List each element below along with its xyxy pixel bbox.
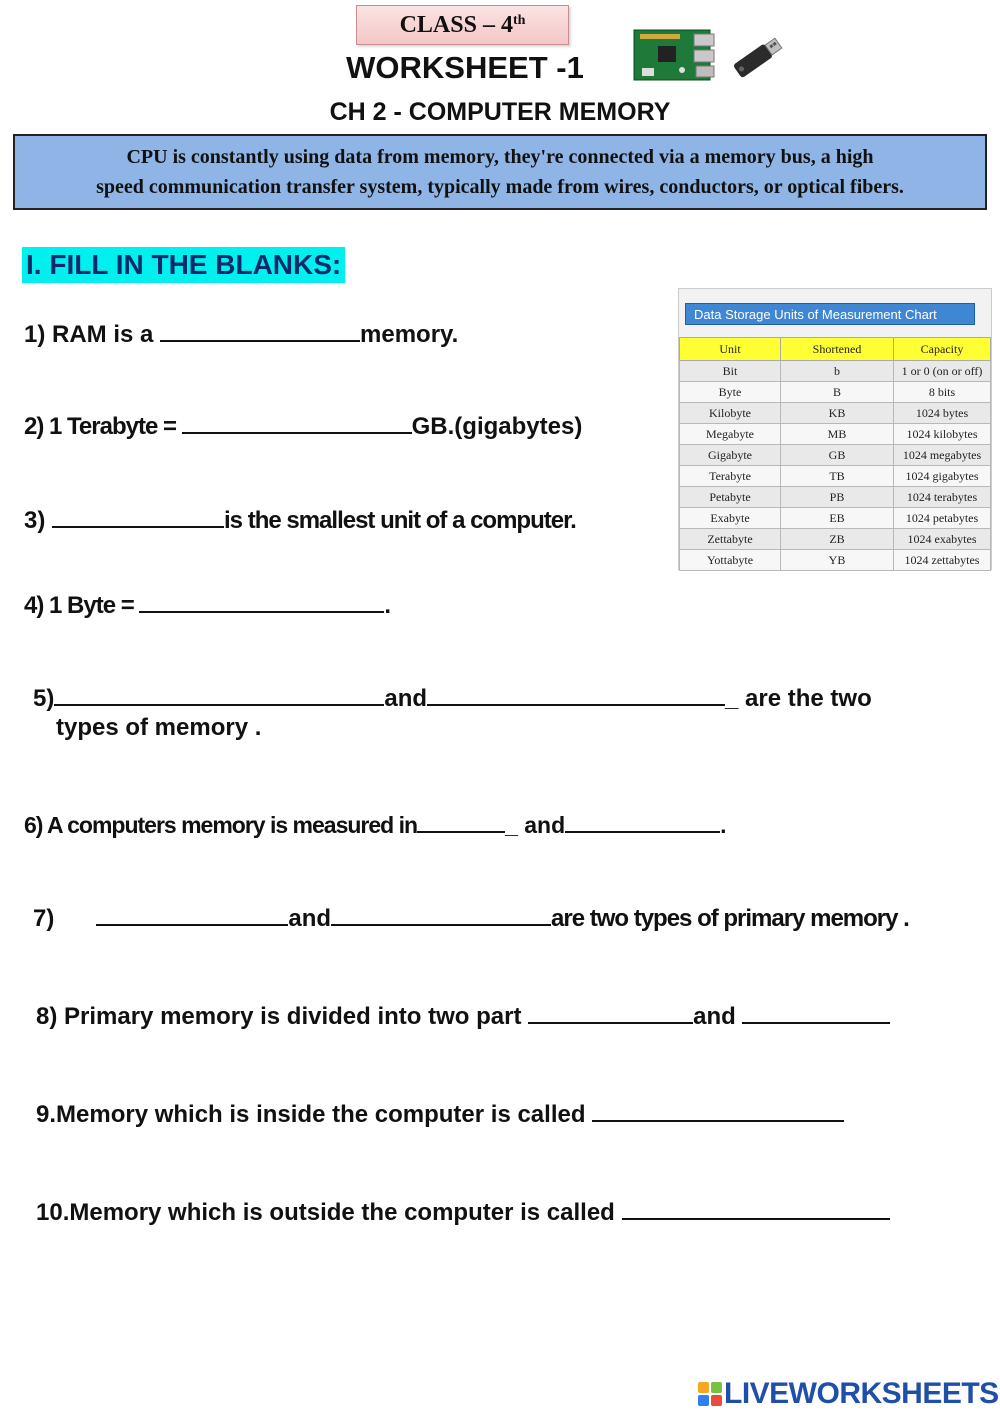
answer-blank[interactable] [592,1098,844,1122]
question-5-number: 5) [33,685,55,712]
table-cell: 1024 zettabytes [894,550,991,571]
table-row [680,466,991,487]
intro-line-2: speed communication transfer system, typically made from wires, conductors, or optical fibers. [96,176,904,198]
question-5-line-2: types of memory . [56,714,262,741]
question-5-and: and [384,685,428,712]
table-row [680,529,991,550]
table-cell: 1024 gigabytes [894,466,991,487]
question-1-text: 1) RAM is a [24,321,161,348]
answer-blank[interactable] [528,1000,693,1024]
section-heading: I. FILL IN THE BLANKS: [22,247,345,283]
table-row [680,403,991,424]
table-cell: Kilobyte [680,403,781,424]
question-2 [24,410,582,441]
question-8-and: and [693,1003,743,1030]
column-header: Shortened [781,338,894,361]
worksheet-title: WORKSHEET -1 [346,50,584,85]
answer-blank[interactable] [160,318,360,342]
answer-blank[interactable] [182,410,412,434]
table-cell: 1024 terabytes [894,487,991,508]
table-cell: Exabyte [680,508,781,529]
table-cell: b [781,361,894,382]
table-cell: 1024 bytes [894,403,991,424]
intro-line-1: CPU is constantly using data from memory, they're connected via a memory bus, a high [126,146,874,168]
storage-units-chart [678,288,992,570]
table-cell: 1024 petabytes [894,508,991,529]
liveworksheets-logo[interactable] [698,1377,999,1411]
table-cell: YB [781,550,894,571]
question-3 [24,504,576,535]
table-row [680,487,991,508]
question-10-text: 10.Memory which is outside the computer is called [36,1199,622,1226]
table-cell: TB [781,466,894,487]
chapter-title: CH 2 - COMPUTER MEMORY [329,98,671,126]
logo-text: LIVEWORKSHEETS [724,1377,999,1410]
question-2-suffix: GB.(gigabytes) [411,413,583,440]
storage-chart-title: Data Storage Units of Measurement Chart [685,303,975,325]
storage-units-table [679,337,991,571]
question-6-and: _ and [505,812,566,838]
question-6-suffix: . [720,812,727,838]
table-row [680,550,991,571]
answer-blank[interactable] [54,682,384,706]
table-row [680,508,991,529]
answer-blank[interactable] [52,504,224,528]
answer-blank[interactable] [96,902,288,926]
class-label: CLASS – 4 [399,11,513,38]
question-5-suffix: _ are the two [725,685,872,712]
table-cell: 1024 exabytes [894,529,991,550]
answer-blank[interactable] [417,809,505,833]
question-7-number: 7) [33,905,55,932]
circuit-board-image [632,26,718,82]
question-6-text: 6) A computers memory is measured in [24,812,418,838]
table-cell: PB [781,487,894,508]
question-9-text: 9.Memory which is inside the computer is called [36,1101,593,1128]
question-4-suffix: . [384,592,392,619]
column-header: Unit [680,338,781,361]
answer-blank[interactable] [565,809,720,833]
table-cell: B [781,382,894,403]
table-row [680,424,991,445]
table-row [680,445,991,466]
column-header: Capacity [894,338,991,361]
table-cell: 1024 megabytes [894,445,991,466]
table-cell: ZB [781,529,894,550]
question-1 [24,318,458,349]
table-cell: Zettabyte [680,529,781,550]
answer-blank[interactable] [331,902,551,926]
table-cell: Yottabyte [680,550,781,571]
table-cell: EB [781,508,894,529]
table-cell: Terabyte [680,466,781,487]
table-cell: Megabyte [680,424,781,445]
question-9 [36,1098,844,1129]
question-3-text: is the smallest unit of a computer. [224,507,576,534]
answer-blank[interactable] [622,1196,890,1220]
answer-blank[interactable] [742,1000,890,1024]
table-cell: 1 or 0 (on or off) [894,361,991,382]
table-cell: Bit [680,361,781,382]
table-row [680,382,991,403]
question-8 [36,1000,890,1031]
class-badge [356,5,569,45]
table-cell: MB [781,424,894,445]
question-8-text: 8) Primary memory is divided into two part [36,1003,529,1030]
answer-blank[interactable] [139,589,384,613]
question-6 [24,809,727,839]
question-4 [24,589,391,620]
intro-box [13,134,987,210]
table-row [680,361,991,382]
table-cell: 8 bits [894,382,991,403]
table-cell: Byte [680,382,781,403]
usb-drive-image [724,35,788,85]
table-cell: Petabyte [680,487,781,508]
table-cell: Gigabyte [680,445,781,466]
class-superscript: th [512,13,526,28]
table-cell: 1024 kilobytes [894,424,991,445]
question-1-suffix: memory. [360,321,459,348]
question-3-number: 3) [24,507,53,534]
question-7-text: are two types of primary memory . [551,905,909,932]
question-10 [36,1196,890,1227]
table-cell: KB [781,403,894,424]
question-7-and: and [288,905,332,932]
question-5 [33,682,872,713]
answer-blank[interactable] [427,682,725,706]
question-4-text: 4) 1 Byte = [24,592,140,619]
liveworksheets-logo-icon [698,1382,722,1406]
question-7 [33,902,909,933]
table-cell: GB [781,445,894,466]
question-2-text: 2) 1 Terabyte = [24,413,182,440]
